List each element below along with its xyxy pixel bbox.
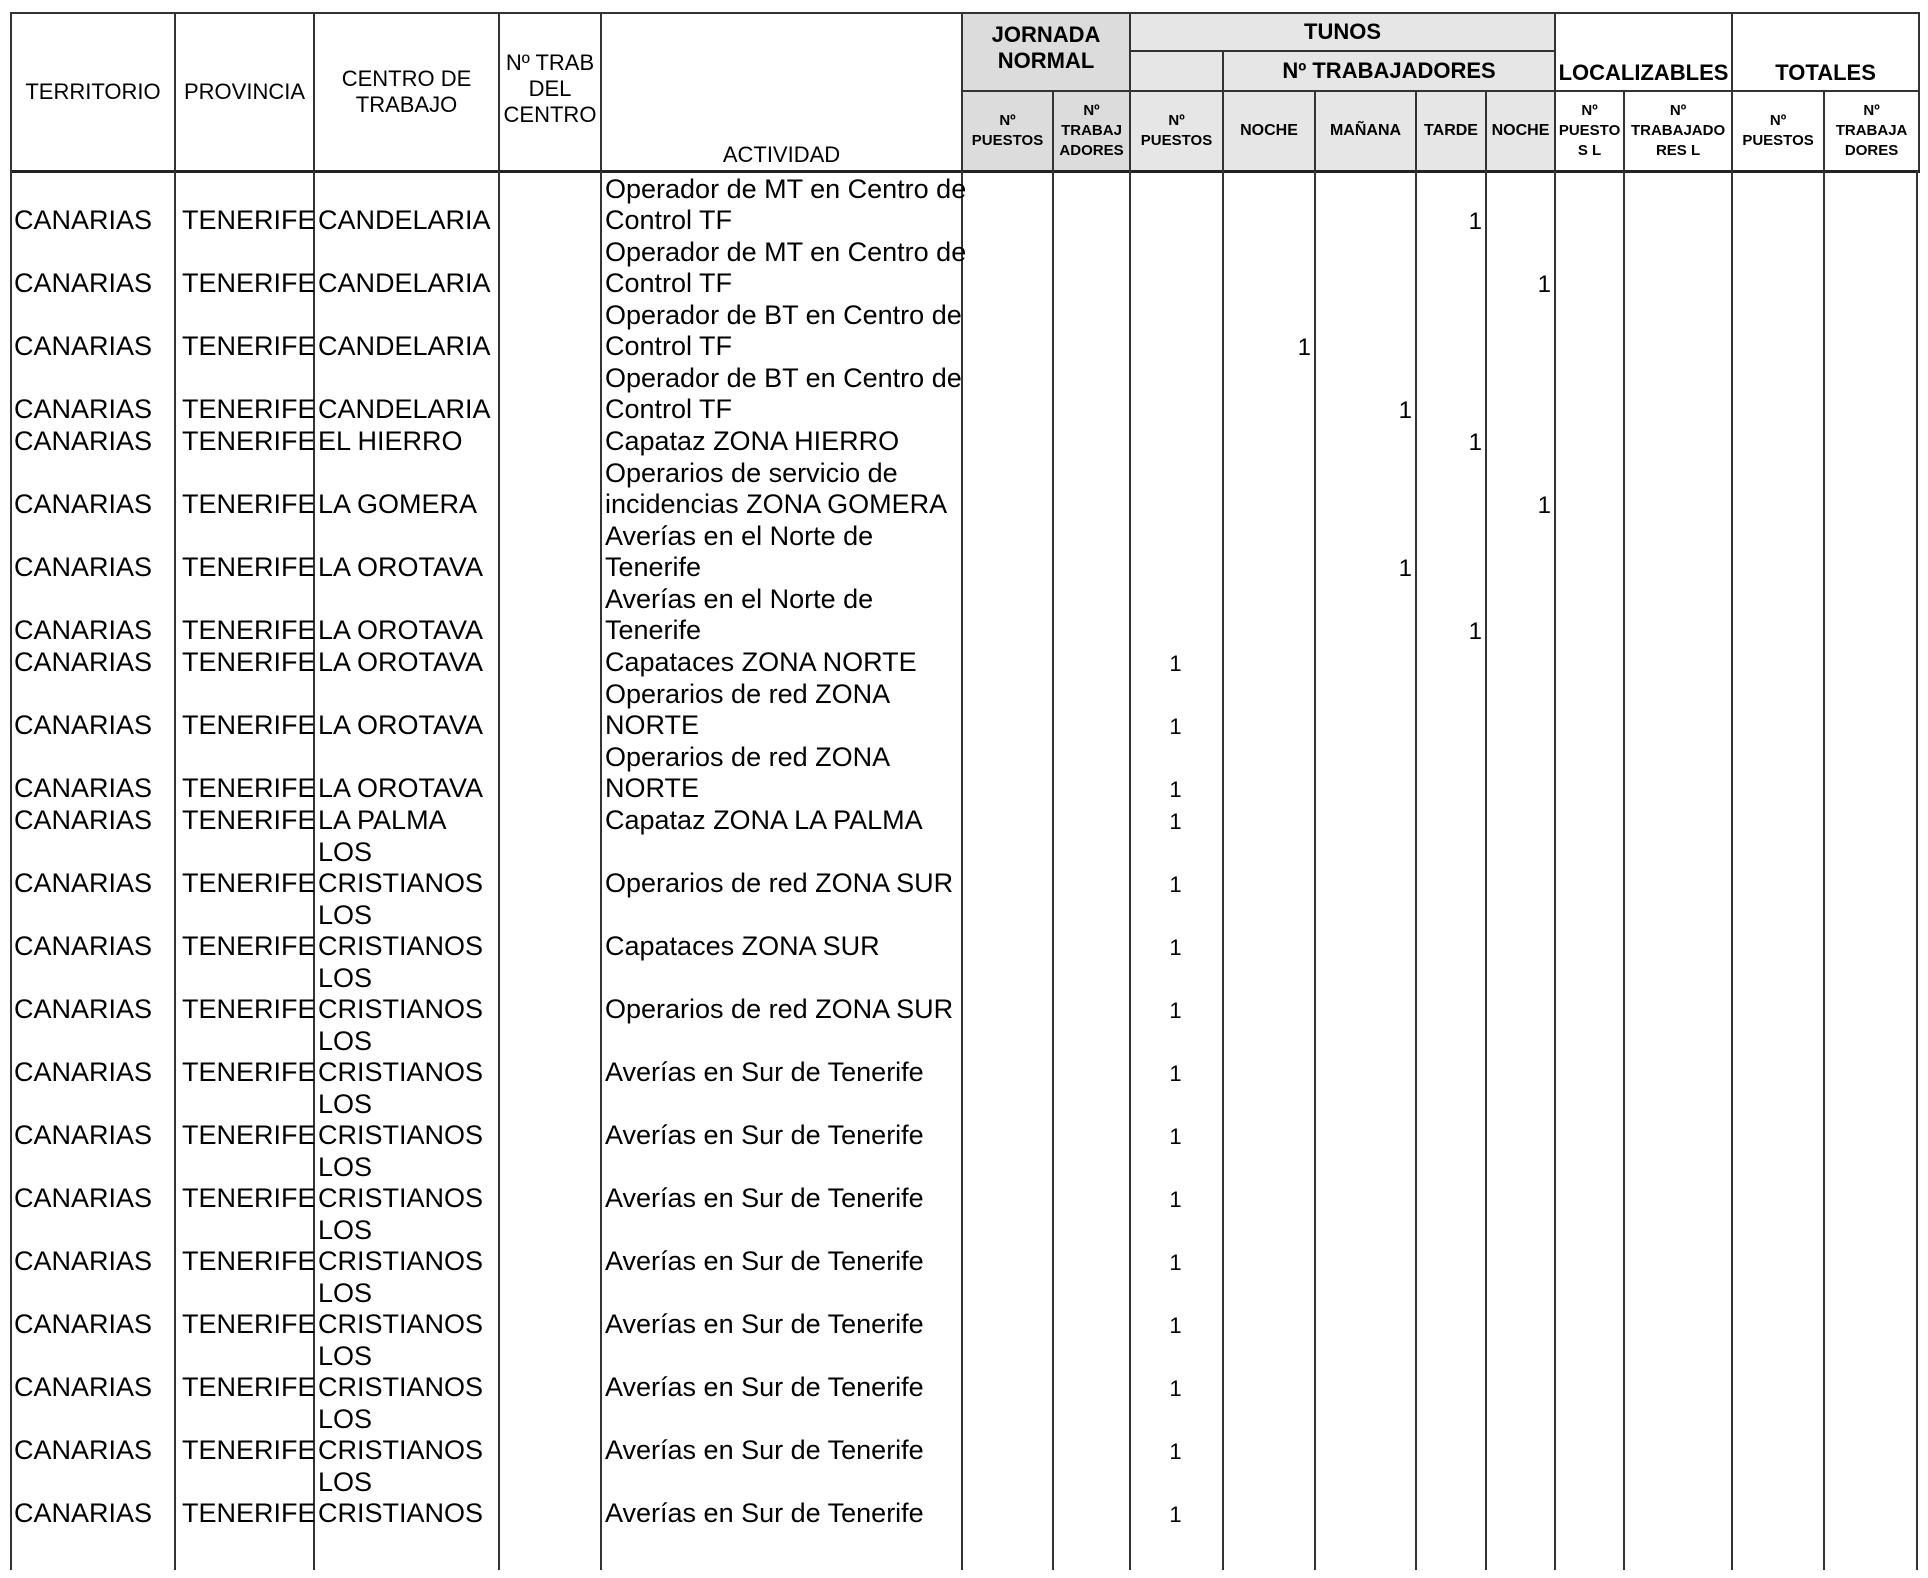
cell-actividad: Control TF bbox=[605, 331, 733, 361]
col-noche-1: NOCHE bbox=[1223, 91, 1315, 171]
cell-provincia: TENERIFE bbox=[182, 1309, 316, 1339]
cell-centro: CRISTIANOS bbox=[318, 1498, 484, 1528]
cell-centro: LOS bbox=[318, 963, 373, 993]
table-row bbox=[10, 174, 1918, 236]
table-row bbox=[10, 963, 1918, 1025]
cell-centro: LA OROTAVA bbox=[318, 552, 484, 582]
cell-centro: CRISTIANOS bbox=[318, 1246, 484, 1276]
cell-centro: LOS bbox=[318, 1152, 373, 1182]
cell-centro: CRISTIANOS bbox=[318, 994, 484, 1024]
cell-territorio: CANARIAS bbox=[14, 1372, 153, 1402]
table-row bbox=[10, 647, 1918, 678]
cell-territorio: CANARIAS bbox=[14, 647, 153, 677]
cell-territorio: CANARIAS bbox=[14, 394, 153, 424]
cell-actividad: Capataces ZONA NORTE bbox=[605, 647, 917, 677]
cell-centro: CRISTIANOS bbox=[318, 1120, 484, 1150]
cell-provincia: TENERIFE bbox=[182, 1372, 316, 1402]
cell-territorio: CANARIAS bbox=[14, 1309, 153, 1339]
cell-actividad: Averías en Sur de Tenerife bbox=[605, 1498, 924, 1528]
cell-actividad: Averías en Sur de Tenerife bbox=[605, 1372, 924, 1402]
cell-centro: CRISTIANOS bbox=[318, 868, 484, 898]
cell-actividad: Operador de BT en Centro de bbox=[605, 300, 962, 330]
cell-centro: CRISTIANOS bbox=[318, 1435, 484, 1465]
cell-centro: LA OROTAVA bbox=[318, 773, 484, 803]
cell-value: 1 bbox=[1169, 1250, 1182, 1275]
cell-centro: LA GOMERA bbox=[318, 489, 478, 519]
cell-provincia: TENERIFE bbox=[182, 1057, 316, 1087]
cell-provincia: TENERIFE bbox=[182, 1246, 316, 1276]
cell-centro: LOS bbox=[318, 1026, 373, 1056]
group-n-trabajadores: Nº TRABAJADORES bbox=[1223, 51, 1555, 91]
table-row bbox=[10, 584, 1918, 646]
cell-provincia: TENERIFE bbox=[182, 489, 316, 519]
cell-value: 1 bbox=[1169, 809, 1182, 834]
tunos-blank bbox=[1130, 51, 1223, 91]
cell-value: 1 bbox=[1169, 998, 1182, 1023]
cell-value: 1 bbox=[1169, 1061, 1182, 1086]
cell-actividad: Operador de BT en Centro de bbox=[605, 363, 962, 393]
cell-territorio: CANARIAS bbox=[14, 552, 153, 582]
table-row bbox=[10, 1026, 1918, 1088]
cell-territorio: CANARIAS bbox=[14, 615, 153, 645]
cell-value: 1 bbox=[1169, 872, 1182, 897]
cell-centro: LOS bbox=[318, 1215, 373, 1245]
table-row bbox=[10, 837, 1918, 899]
table-row bbox=[10, 805, 1918, 836]
cell-actividad: Averías en el Norte de bbox=[605, 521, 874, 551]
cell-territorio: CANARIAS bbox=[14, 1183, 153, 1213]
table-row bbox=[10, 1215, 1918, 1277]
cell-actividad: NORTE bbox=[605, 710, 700, 740]
col-ntrab: Nº TRAB DEL CENTRO bbox=[499, 13, 601, 171]
cell-centro: LOS bbox=[318, 1089, 373, 1119]
col-manana: MAÑANA bbox=[1315, 91, 1416, 171]
cell-actividad: Operador de MT en Centro de bbox=[605, 237, 967, 267]
cell-value: 1 bbox=[1169, 1187, 1182, 1212]
col-loc-trabajadores: Nº TRABAJADO RES L bbox=[1624, 91, 1732, 171]
col-tot-puestos: Nº PUESTOS bbox=[1732, 91, 1824, 171]
cell-value: 1 bbox=[1468, 429, 1482, 456]
cell-value: 1 bbox=[1169, 1439, 1182, 1464]
cell-centro: LOS bbox=[318, 1278, 373, 1308]
cell-value: 1 bbox=[1398, 555, 1412, 582]
table-header bbox=[10, 12, 1920, 173]
cell-provincia: TENERIFE bbox=[182, 426, 316, 456]
cell-provincia: TENERIFE bbox=[182, 205, 316, 235]
cell-provincia: TENERIFE bbox=[182, 552, 316, 582]
table-row bbox=[10, 237, 1918, 299]
cell-territorio: CANARIAS bbox=[14, 1246, 153, 1276]
cell-provincia: TENERIFE bbox=[182, 773, 316, 803]
cell-value: 1 bbox=[1537, 492, 1551, 519]
col-loc-puestos: Nº PUESTO S L bbox=[1555, 91, 1624, 171]
cell-centro: LOS bbox=[318, 1467, 373, 1497]
cell-territorio: CANARIAS bbox=[14, 1120, 153, 1150]
cell-provincia: TENERIFE bbox=[182, 1435, 316, 1465]
col-jn-trabajadores: Nº TRABAJ ADORES bbox=[1053, 91, 1130, 171]
cell-territorio: CANARIAS bbox=[14, 931, 153, 961]
cell-actividad: Capataz ZONA LA PALMA bbox=[605, 805, 923, 835]
cell-value: 1 bbox=[1169, 1313, 1182, 1338]
cell-actividad: Operarios de red ZONA SUR bbox=[605, 994, 954, 1024]
cell-provincia: TENERIFE bbox=[182, 931, 316, 961]
table-row bbox=[10, 900, 1918, 962]
cell-actividad: Averías en Sur de Tenerife bbox=[605, 1246, 924, 1276]
cell-actividad: incidencias ZONA GOMERA bbox=[605, 489, 948, 519]
cell-actividad: Operarios de red ZONA bbox=[605, 742, 891, 772]
group-localizables: LOCALIZABLES bbox=[1555, 13, 1732, 91]
table-row bbox=[10, 521, 1918, 583]
cell-actividad: Averías en Sur de Tenerife bbox=[605, 1435, 924, 1465]
cell-actividad: Tenerife bbox=[605, 552, 702, 582]
cell-centro: CANDELARIA bbox=[318, 205, 491, 235]
table-row bbox=[10, 1404, 1918, 1466]
table-row bbox=[10, 1152, 1918, 1214]
cell-centro: CRISTIANOS bbox=[318, 1309, 484, 1339]
table-row bbox=[10, 363, 1918, 425]
table-row bbox=[10, 426, 1918, 457]
cell-centro: CRISTIANOS bbox=[318, 1183, 484, 1213]
cell-centro: LA OROTAVA bbox=[318, 710, 484, 740]
cell-provincia: TENERIFE bbox=[182, 994, 316, 1024]
cell-provincia: TENERIFE bbox=[182, 710, 316, 740]
cell-actividad: Operarios de red ZONA SUR bbox=[605, 868, 954, 898]
cell-centro: CANDELARIA bbox=[318, 331, 491, 361]
cell-actividad: Capataz ZONA HIERRO bbox=[605, 426, 900, 456]
cell-value: 1 bbox=[1169, 1124, 1182, 1149]
cell-provincia: TENERIFE bbox=[182, 1120, 316, 1150]
cell-centro: LOS bbox=[318, 837, 373, 867]
cell-actividad: Control TF bbox=[605, 394, 733, 424]
cell-provincia: TENERIFE bbox=[182, 394, 316, 424]
table-row bbox=[10, 1278, 1918, 1340]
cell-value: 1 bbox=[1169, 1502, 1182, 1527]
table-row bbox=[10, 1341, 1918, 1403]
cell-value: 1 bbox=[1468, 618, 1482, 645]
cell-value: 1 bbox=[1169, 714, 1182, 739]
cell-centro: LA PALMA bbox=[318, 805, 447, 835]
cell-territorio: CANARIAS bbox=[14, 426, 153, 456]
col-centro: CENTRO DE TRABAJO bbox=[314, 13, 499, 171]
cell-actividad: Operador de MT en Centro de bbox=[605, 174, 967, 204]
cell-centro: LA OROTAVA bbox=[318, 647, 484, 677]
table-row bbox=[10, 742, 1918, 804]
group-tunos: TUNOS bbox=[1130, 13, 1555, 51]
cell-value: 1 bbox=[1169, 1376, 1182, 1401]
col-jn-puestos: Nº PUESTOS bbox=[962, 91, 1053, 171]
table-row bbox=[10, 679, 1918, 741]
cell-provincia: TENERIFE bbox=[182, 805, 316, 835]
cell-centro: CRISTIANOS bbox=[318, 931, 484, 961]
cell-value: 1 bbox=[1169, 777, 1182, 802]
cell-centro: CRISTIANOS bbox=[318, 1057, 484, 1087]
table-row bbox=[10, 300, 1918, 362]
group-totales: TOTALES bbox=[1732, 13, 1919, 91]
cell-centro: LOS bbox=[318, 1341, 373, 1371]
cell-value: 1 bbox=[1468, 208, 1482, 235]
cell-provincia: TENERIFE bbox=[182, 268, 316, 298]
col-actividad: ACTIVIDAD bbox=[601, 13, 962, 171]
cell-territorio: CANARIAS bbox=[14, 205, 153, 235]
header-table bbox=[10, 12, 1920, 173]
cell-centro: CRISTIANOS bbox=[318, 1372, 484, 1402]
cell-actividad: Averías en Sur de Tenerife bbox=[605, 1057, 924, 1087]
cell-actividad: Operarios de servicio de bbox=[605, 458, 898, 488]
cell-actividad: Control TF bbox=[605, 205, 733, 235]
cell-value: 1 bbox=[1169, 651, 1182, 676]
col-territorio: TERRITORIO bbox=[11, 13, 175, 171]
cell-territorio: CANARIAS bbox=[14, 268, 153, 298]
table-row bbox=[10, 1089, 1918, 1151]
cell-value: 1 bbox=[1297, 334, 1311, 361]
cell-value: 1 bbox=[1537, 271, 1551, 298]
cell-provincia: TENERIFE bbox=[182, 1498, 316, 1528]
col-tot-trabajadores: Nº TRABAJA DORES bbox=[1824, 91, 1919, 171]
cell-territorio: CANARIAS bbox=[14, 331, 153, 361]
col-t-puestos: Nº PUESTOS bbox=[1130, 91, 1223, 171]
cell-territorio: CANARIAS bbox=[14, 773, 153, 803]
cell-centro: LOS bbox=[318, 1404, 373, 1434]
cell-centro: EL HIERRO bbox=[318, 426, 463, 456]
cell-territorio: CANARIAS bbox=[14, 1435, 153, 1465]
cell-centro: LOS bbox=[318, 900, 373, 930]
cell-territorio: CANARIAS bbox=[14, 489, 153, 519]
group-jornada-normal: JORNADA NORMAL bbox=[962, 13, 1130, 91]
table-row bbox=[10, 458, 1918, 520]
cell-actividad: Averías en Sur de Tenerife bbox=[605, 1309, 924, 1339]
cell-provincia: TENERIFE bbox=[182, 1183, 316, 1213]
cell-provincia: TENERIFE bbox=[182, 615, 316, 645]
cell-territorio: CANARIAS bbox=[14, 868, 153, 898]
cell-provincia: TENERIFE bbox=[182, 868, 316, 898]
cell-territorio: CANARIAS bbox=[14, 1498, 153, 1528]
cell-actividad: Tenerife bbox=[605, 615, 702, 645]
cell-value: 1 bbox=[1169, 935, 1182, 960]
cell-territorio: CANARIAS bbox=[14, 994, 153, 1024]
cell-value: 1 bbox=[1398, 397, 1412, 424]
cell-provincia: TENERIFE bbox=[182, 331, 316, 361]
cell-actividad: Operarios de red ZONA bbox=[605, 679, 891, 709]
cell-actividad: NORTE bbox=[605, 773, 700, 803]
cell-centro: CANDELARIA bbox=[318, 394, 491, 424]
col-tarde: TARDE bbox=[1416, 91, 1486, 171]
cell-centro: LA OROTAVA bbox=[318, 615, 484, 645]
cell-actividad: Capataces ZONA SUR bbox=[605, 931, 880, 961]
cell-actividad: Control TF bbox=[605, 268, 733, 298]
cell-actividad: Averías en el Norte de bbox=[605, 584, 874, 614]
table-row bbox=[10, 1467, 1918, 1529]
cell-centro: CANDELARIA bbox=[318, 268, 491, 298]
cell-provincia: TENERIFE bbox=[182, 647, 316, 677]
cell-actividad: Averías en Sur de Tenerife bbox=[605, 1183, 924, 1213]
col-noche-2: NOCHE bbox=[1486, 91, 1555, 171]
cell-territorio: CANARIAS bbox=[14, 1057, 153, 1087]
cell-territorio: CANARIAS bbox=[14, 805, 153, 835]
cell-actividad: Averías en Sur de Tenerife bbox=[605, 1120, 924, 1150]
table-body bbox=[10, 170, 1918, 1570]
cell-territorio: CANARIAS bbox=[14, 710, 153, 740]
col-provincia: PROVINCIA bbox=[175, 13, 314, 171]
